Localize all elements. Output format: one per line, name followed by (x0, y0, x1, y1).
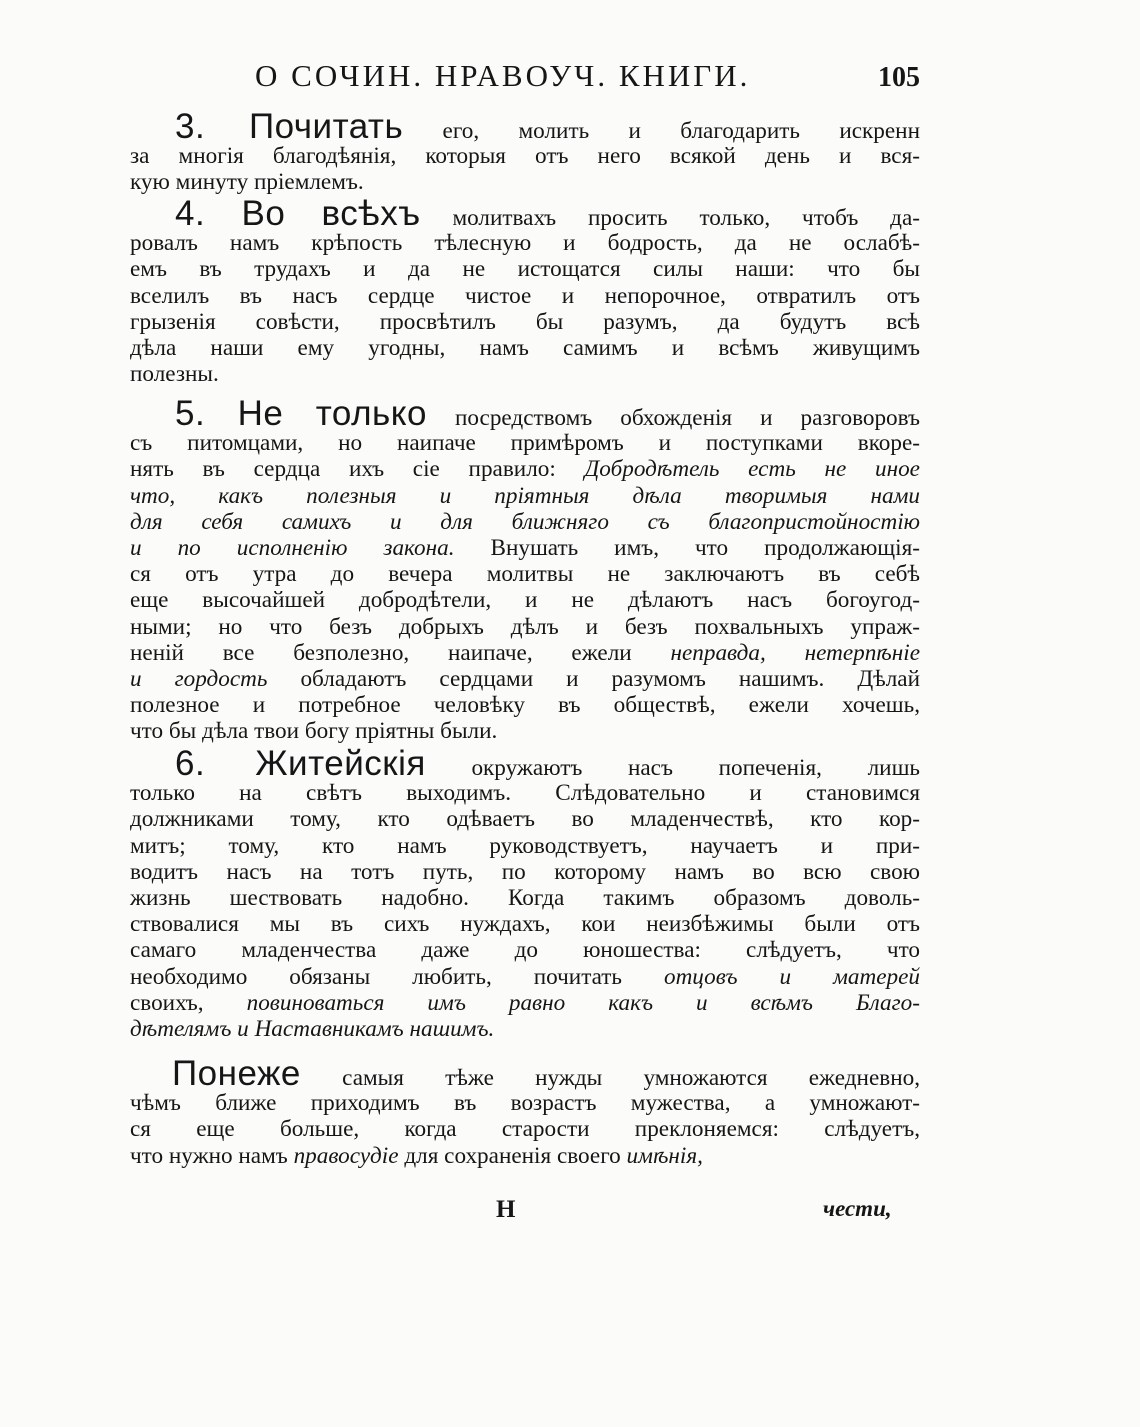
line-text: должниками тому, кто одѣваетъ во младенчествѣ, кто кор- (130, 806, 920, 833)
text-line (130, 834, 920, 859)
paragraph-lead: Понеже (172, 1054, 301, 1093)
text-line (130, 170, 920, 195)
text-line (130, 257, 920, 282)
line-text: ствовалися мы въ сихъ нуждахъ, кои неизбѣжимы были отъ (130, 911, 920, 938)
line-text: вселилъ въ насъ сердце чистое и непорочное, отвратилъ отъ (130, 282, 920, 309)
italic-text: дѣтелямъ и Наставникамъ нашимъ. (130, 1016, 495, 1042)
text-line (130, 1117, 920, 1142)
italic-text: повиноваться имъ равно какъ и всѣмъ Благо- (246, 989, 920, 1016)
text-line (130, 336, 920, 361)
running-title: О СОЧИН. НРАВОУЧ. КНИГИ. (255, 58, 751, 93)
text-line (130, 562, 920, 587)
text-line (130, 588, 920, 613)
line-text: ся отъ утра до вечера молитвы не заключаютъ въ себѣ (130, 561, 920, 588)
italic-text: и по исполненiю закона. (130, 535, 455, 561)
italic-text: правосудiе (293, 1142, 399, 1169)
line-text: молитвахъ просить только, чтобъ да- (420, 205, 920, 231)
line-text: посредствомъ обхожденiя и разговоровъ (426, 405, 920, 431)
line-text: грызенiя совѣсти, просвѣтилъ бы разумъ, да будутъ всѣ (130, 308, 920, 335)
line-text: обладаютъ сердцами и разумомъ нашимъ. Дѣлай (267, 666, 920, 692)
page-number: 105 (878, 62, 920, 93)
text-line (130, 615, 920, 640)
text-line (175, 394, 920, 433)
text-line (130, 667, 920, 692)
italic-text: что, какъ полезныя и прiятныя дѣла творимыя нами (130, 482, 920, 509)
italic-text: и гордость (130, 666, 268, 692)
line-text: чѣмъ ближе приходимъ въ возрастъ мужества, а умножают- (130, 1090, 920, 1117)
text-line (130, 1091, 920, 1116)
line-text: ся еще больше, когда старости преклоняемся: слѣдуетъ, (130, 1116, 920, 1143)
line-text: его, молить и благодарить искренн (403, 118, 920, 144)
text-line (130, 886, 920, 911)
text-line (130, 310, 920, 335)
text-line (130, 781, 920, 806)
text-line (130, 1017, 920, 1042)
text-line (130, 231, 920, 256)
text-line (130, 693, 920, 718)
text-line (175, 107, 920, 146)
text-line (175, 194, 920, 233)
line-text: своихъ, (130, 989, 247, 1016)
text-line (130, 807, 920, 832)
line-text: необходимо обязаны любить, почитать (130, 963, 664, 990)
italic-text: Добродѣтель есть не иное (584, 456, 920, 483)
line-text: емъ въ трудахъ и да не истощатся силы наши: что бы (130, 256, 920, 283)
line-text: для сохраненiя своего (398, 1142, 627, 1169)
line-text: полезны. (130, 361, 219, 388)
text-line (130, 912, 920, 937)
line-text: нять въ сердца ихъ сiе правило: (130, 456, 585, 483)
signature-mark: Н (496, 1196, 516, 1223)
line-text: что нужно намъ (130, 1142, 294, 1169)
text-line (130, 144, 920, 169)
text-line (130, 860, 920, 885)
line-text: митъ; тому, кто намъ руководствуетъ, научаетъ и при- (130, 832, 920, 859)
line-text: окружаютъ насъ попеченiя, лишь (425, 755, 920, 781)
line-text: ными; но что безъ добрыхъ дѣлъ и безъ похвальныхъ упраж- (130, 613, 920, 640)
catchword: чести, (823, 1196, 892, 1221)
italic-text: имѣнiя, (626, 1142, 703, 1169)
page-footer (0, 1196, 1140, 1226)
line-text: жизнь шествовать надобно. Когда такимъ образомъ доволь- (130, 885, 920, 911)
text-line (130, 938, 920, 963)
line-text: самаго младенчества даже до юношества: слѣдуетъ, что (130, 937, 920, 964)
text-line (130, 965, 920, 990)
text-line (130, 536, 920, 561)
paragraph-lead: 4. Во всѣхъ (175, 194, 421, 233)
text-line (130, 457, 920, 482)
text-line (130, 510, 920, 535)
text-line (172, 1054, 920, 1093)
line-text: самыя тѣже нужды умножаются ежедневно, (300, 1065, 920, 1091)
line-text: только на свѣтъ выходимъ. Слѣдовательно и становимся (130, 780, 920, 807)
text-line (175, 744, 920, 783)
line-text: Внушать имъ, что продолжающiя- (454, 535, 920, 561)
italic-text: для себя самихъ и для ближняго съ благопристойностiю (130, 508, 920, 535)
text-line (130, 362, 920, 387)
text-line (130, 641, 920, 666)
italic-text: отцовъ и матерей (663, 963, 920, 990)
line-text: за многiя благодѣянiя, которыя отъ него всякой день и вся- (130, 143, 920, 170)
page-header (0, 58, 1140, 98)
line-text: ровалъ намъ крѣпость тѣлесную и бодрость, да не ослабѣ- (130, 230, 920, 257)
line-text: что бы дѣла твои богу прiятны были. (130, 718, 498, 745)
line-text: ненiй все безполезно, наипаче, ежели (130, 639, 671, 666)
line-text: дѣла наши ему угодны, намъ самимъ и всѣмъ живущимъ (130, 335, 920, 361)
paragraph-lead: 5. Не только (175, 394, 427, 433)
text-line (130, 991, 920, 1016)
line-text: полезное и потребное человѣку въ обществѣ, ежели хочешь, (130, 692, 920, 719)
text-line (130, 719, 920, 744)
line-text: водитъ насъ на тотъ путь, по которому намъ во всю свою (130, 858, 920, 885)
text-line (130, 431, 920, 456)
line-text: еще высочайшей добродѣтели, и не дѣлаютъ насъ богоугод- (130, 587, 920, 614)
italic-text: неправда, нетерпѣнiе (670, 639, 920, 666)
line-text: съ питомцами, но наипаче примѣромъ и поступками вкоре- (130, 430, 920, 457)
text-line (130, 484, 920, 509)
paragraph-lead: 6. Житейскiя (175, 744, 426, 783)
paragraph-lead: 3. Почитать (175, 107, 404, 146)
text-line (130, 284, 920, 309)
line-text: кую минуту прiемлемъ. (130, 169, 364, 196)
text-line (130, 1144, 920, 1169)
